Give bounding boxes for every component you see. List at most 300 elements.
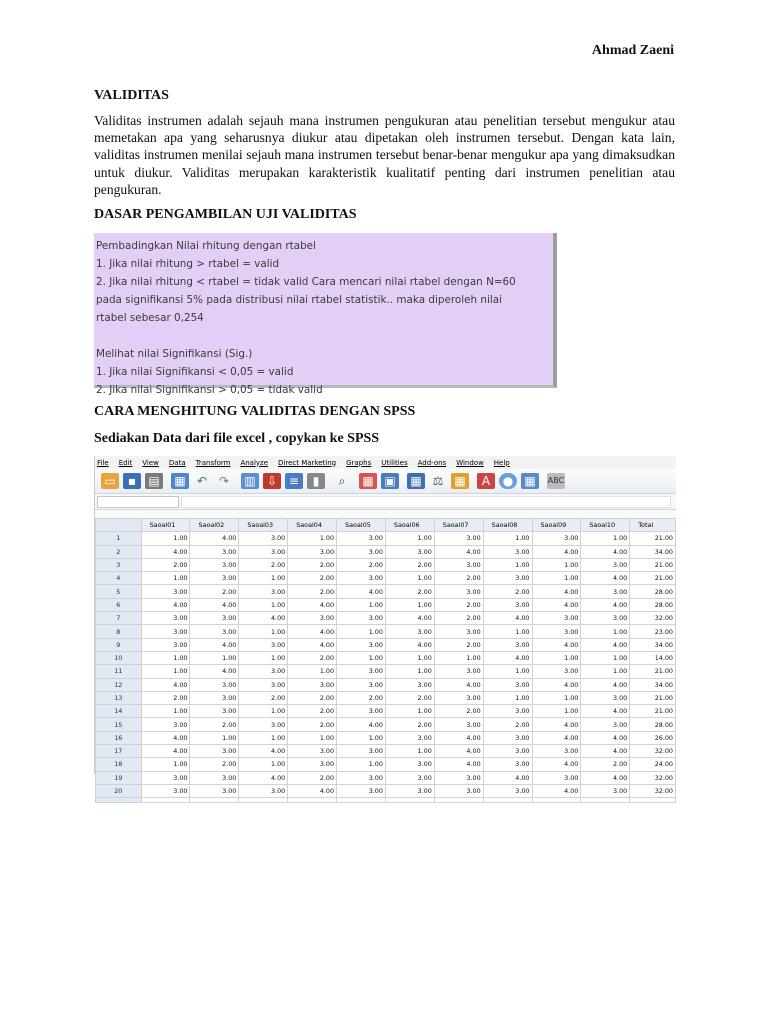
row-number[interactable]: 9 — [96, 638, 142, 651]
data-cell[interactable]: 4.00 — [532, 598, 581, 611]
find-icon[interactable]: ⌕ — [338, 474, 346, 488]
data-cell[interactable]: 3.00 — [190, 745, 239, 758]
data-cell[interactable]: 1.00 — [532, 705, 581, 718]
data-cell[interactable]: 3.00 — [288, 545, 337, 558]
goto-variable-icon[interactable]: ⇩ — [263, 473, 281, 489]
data-cell[interactable]: 2.00 — [190, 585, 239, 598]
data-cell[interactable]: 1.00 — [385, 598, 434, 611]
column-header[interactable]: Saoal07 — [434, 519, 483, 532]
data-cell[interactable]: 21.00 — [630, 532, 676, 545]
data-cell[interactable]: 3.00 — [190, 771, 239, 784]
row-number[interactable]: 2 — [96, 545, 142, 558]
data-cell[interactable]: 3.00 — [337, 771, 386, 784]
data-cell[interactable]: 3.00 — [141, 625, 190, 638]
data-cell[interactable]: 3.00 — [337, 745, 386, 758]
data-cell[interactable]: 4.00 — [190, 598, 239, 611]
data-cell[interactable]: 2.00 — [434, 598, 483, 611]
data-cell[interactable] — [190, 798, 239, 803]
data-cell[interactable]: 3.00 — [532, 532, 581, 545]
cell-value-box[interactable] — [181, 496, 671, 508]
row-number[interactable]: 5 — [96, 585, 142, 598]
data-cell[interactable]: 1.00 — [385, 665, 434, 678]
data-cell[interactable]: 3.00 — [483, 784, 532, 797]
data-cell[interactable]: 3.00 — [483, 745, 532, 758]
data-cell[interactable]: 2.00 — [288, 771, 337, 784]
data-cell[interactable]: 23.00 — [630, 625, 676, 638]
column-header[interactable]: Saoal06 — [385, 519, 434, 532]
data-cell[interactable]: 3.00 — [434, 771, 483, 784]
data-cell[interactable]: 4.00 — [532, 585, 581, 598]
data-cell[interactable]: 3.00 — [434, 585, 483, 598]
data-cell[interactable]: 2.00 — [288, 651, 337, 664]
print-icon[interactable]: ▤ — [145, 473, 163, 489]
data-cell[interactable]: 3.00 — [239, 784, 288, 797]
data-cell[interactable]: 3.00 — [532, 745, 581, 758]
author-name: Ahmad Zaeni — [591, 43, 674, 58]
data-cell[interactable]: 1.00 — [385, 572, 434, 585]
data-cell[interactable]: 3.00 — [190, 705, 239, 718]
data-cell[interactable]: 3.00 — [141, 771, 190, 784]
insert-cases-icon[interactable]: ▦ — [359, 473, 377, 489]
data-cell[interactable]: 1.00 — [385, 651, 434, 664]
data-cell[interactable]: 1.00 — [239, 651, 288, 664]
data-cell[interactable]: 4.00 — [532, 758, 581, 771]
data-cell[interactable]: 3.00 — [434, 691, 483, 704]
data-cell[interactable]: 4.00 — [141, 678, 190, 691]
data-cell[interactable]: 4.00 — [483, 651, 532, 664]
data-cell[interactable] — [337, 798, 386, 803]
run-descriptives-icon[interactable]: ▮ — [307, 473, 325, 489]
data-cell[interactable]: 34.00 — [630, 638, 676, 651]
data-cell[interactable]: 2.00 — [288, 585, 337, 598]
data-cell[interactable]: 2.00 — [190, 758, 239, 771]
data-cell[interactable]: 4.00 — [483, 771, 532, 784]
goto-case-icon[interactable]: ▥ — [241, 473, 259, 489]
data-cell[interactable]: 4.00 — [288, 784, 337, 797]
show-all-variables-icon[interactable]: ▦ — [521, 473, 539, 489]
data-cell[interactable]: 1.00 — [337, 625, 386, 638]
data-cell[interactable]: 32.00 — [630, 771, 676, 784]
data-cell[interactable]: 2.00 — [239, 558, 288, 571]
data-cell[interactable]: 4.00 — [337, 718, 386, 731]
data-cell[interactable]: 2.00 — [288, 718, 337, 731]
data-cell[interactable] — [288, 798, 337, 803]
data-cell[interactable]: 1.00 — [141, 665, 190, 678]
column-header[interactable]: Saoal02 — [190, 519, 239, 532]
data-cell[interactable]: 3.00 — [385, 545, 434, 558]
menu-graphs[interactable]: Graphs — [346, 458, 372, 467]
data-cell[interactable]: 1.00 — [532, 572, 581, 585]
data-cell[interactable]: 4.00 — [141, 731, 190, 744]
data-cell[interactable]: 1.00 — [239, 625, 288, 638]
data-cell[interactable]: 1.00 — [483, 665, 532, 678]
data-cell[interactable]: 3.00 — [483, 572, 532, 585]
insert-variable-icon[interactable]: ▣ — [381, 473, 399, 489]
data-cell[interactable]: 2.00 — [190, 718, 239, 731]
data-cell[interactable]: 24.00 — [630, 758, 676, 771]
data-cell[interactable]: 4.00 — [532, 545, 581, 558]
data-cell[interactable] — [630, 798, 676, 803]
data-cell[interactable]: 2.00 — [434, 638, 483, 651]
data-cell[interactable]: 3.00 — [385, 784, 434, 797]
data-cell[interactable] — [581, 798, 630, 803]
menu-transform[interactable]: Transform — [195, 458, 231, 467]
data-cell[interactable]: 3.00 — [190, 691, 239, 704]
data-cell[interactable]: 1.00 — [141, 705, 190, 718]
data-cell[interactable]: 4.00 — [434, 745, 483, 758]
table-row — [96, 532, 676, 545]
menu-direct-marketing[interactable]: Direct Marketing — [278, 458, 337, 467]
data-cell[interactable]: 3.00 — [532, 665, 581, 678]
data-cell[interactable]: 1.00 — [483, 625, 532, 638]
menu-add-ons[interactable]: Add-ons — [417, 458, 447, 467]
data-cell[interactable]: 1.00 — [141, 758, 190, 771]
data-cell[interactable]: 3.00 — [190, 612, 239, 625]
data-cell[interactable]: 3.00 — [434, 718, 483, 731]
data-cell[interactable]: 4.00 — [239, 745, 288, 758]
data-cell[interactable]: 4.00 — [288, 598, 337, 611]
data-cell[interactable]: 4.00 — [190, 532, 239, 545]
data-cell[interactable]: 1.00 — [532, 651, 581, 664]
menu-help[interactable]: Help — [493, 458, 510, 467]
data-cell[interactable]: 4.00 — [434, 731, 483, 744]
data-cell[interactable]: 2.00 — [288, 572, 337, 585]
data-cell[interactable]: 1.00 — [239, 598, 288, 611]
data-cell[interactable]: 3.00 — [141, 784, 190, 797]
data-cell[interactable]: 3.00 — [190, 572, 239, 585]
data-cell[interactable]: 3.00 — [434, 625, 483, 638]
data-cell[interactable]: 4.00 — [532, 784, 581, 797]
data-cell[interactable]: 2.00 — [337, 558, 386, 571]
data-cell[interactable]: 2.00 — [141, 558, 190, 571]
data-cell[interactable]: 3.00 — [239, 545, 288, 558]
data-cell[interactable]: 3.00 — [239, 665, 288, 678]
data-cell[interactable]: 2.00 — [239, 691, 288, 704]
data-cell[interactable]: 3.00 — [141, 612, 190, 625]
data-cell[interactable]: 3.00 — [337, 665, 386, 678]
data-cell[interactable]: 4.00 — [483, 612, 532, 625]
select-cases-icon[interactable]: ▦ — [451, 473, 469, 489]
data-cell[interactable]: 3.00 — [288, 678, 337, 691]
data-cell[interactable]: 3.00 — [483, 758, 532, 771]
data-cell[interactable]: 3.00 — [385, 771, 434, 784]
data-cell[interactable]: 3.00 — [239, 718, 288, 731]
row-number[interactable]: 7 — [96, 612, 142, 625]
data-cell[interactable]: 14.00 — [630, 651, 676, 664]
data-cell[interactable]: 1.00 — [532, 558, 581, 571]
column-header[interactable]: Saoal08 — [483, 519, 532, 532]
data-cell[interactable]: 1.00 — [337, 758, 386, 771]
data-cell[interactable]: 32.00 — [630, 745, 676, 758]
data-cell[interactable]: 3.00 — [385, 731, 434, 744]
data-cell[interactable]: 4.00 — [141, 745, 190, 758]
data-cell[interactable]: 3.00 — [141, 585, 190, 598]
data-cell[interactable] — [239, 798, 288, 803]
data-cell[interactable]: 34.00 — [630, 678, 676, 691]
row-number[interactable]: 3 — [96, 558, 142, 571]
menu-view[interactable]: View — [142, 458, 159, 467]
data-cell[interactable]: 3.00 — [483, 545, 532, 558]
data-cell[interactable]: 32.00 — [630, 784, 676, 797]
data-cell[interactable]: 2.00 — [434, 612, 483, 625]
data-cell[interactable]: 21.00 — [630, 705, 676, 718]
data-cell[interactable]: 1.00 — [337, 731, 386, 744]
data-cell[interactable]: 4.00 — [239, 771, 288, 784]
data-cell[interactable]: 4.00 — [141, 598, 190, 611]
column-header[interactable]: Saoal10 — [581, 519, 630, 532]
menu-data[interactable]: Data — [168, 458, 186, 467]
data-cell[interactable]: 3.00 — [532, 771, 581, 784]
row-number[interactable]: 6 — [96, 598, 142, 611]
data-cell[interactable]: 1.00 — [190, 651, 239, 664]
data-cell[interactable]: 3.00 — [288, 612, 337, 625]
data-cell[interactable]: 1.00 — [532, 691, 581, 704]
data-cell[interactable]: 2.00 — [141, 691, 190, 704]
data-cell[interactable]: 28.00 — [630, 718, 676, 731]
data-cell[interactable]: 21.00 — [630, 691, 676, 704]
data-cell[interactable]: 3.00 — [337, 532, 386, 545]
data-cell[interactable]: 21.00 — [630, 558, 676, 571]
data-cell[interactable]: 1.00 — [190, 731, 239, 744]
data-cell[interactable]: 3.00 — [239, 678, 288, 691]
row-number[interactable]: 20 — [96, 784, 142, 797]
data-cell[interactable]: 2.00 — [288, 691, 337, 704]
undo-icon[interactable]: ↶ — [196, 474, 208, 488]
data-cell[interactable]: 3.00 — [141, 638, 190, 651]
data-cell[interactable]: 1.00 — [288, 665, 337, 678]
column-header[interactable]: Total — [630, 519, 676, 532]
menu-file[interactable]: File — [97, 458, 109, 467]
data-cell[interactable]: 2.00 — [385, 585, 434, 598]
row-number[interactable]: 11 — [96, 665, 142, 678]
row-number[interactable]: 16 — [96, 731, 142, 744]
spell-check-icon[interactable]: ABC — [547, 473, 565, 489]
column-header[interactable]: Saoal05 — [337, 519, 386, 532]
data-cell[interactable]: 1.00 — [483, 558, 532, 571]
data-cell[interactable]: 1.00 — [239, 572, 288, 585]
data-cell[interactable] — [141, 798, 190, 803]
data-cell[interactable]: 4.00 — [532, 731, 581, 744]
redo-icon[interactable]: ↷ — [218, 474, 230, 488]
row-number[interactable] — [96, 798, 142, 803]
data-cell[interactable]: 32.00 — [630, 612, 676, 625]
data-cell[interactable]: 3.00 — [190, 545, 239, 558]
use-sets-icon[interactable]: ● — [499, 473, 517, 489]
data-cell[interactable] — [385, 798, 434, 803]
data-cell[interactable]: 4.00 — [141, 545, 190, 558]
data-cell[interactable]: 1.00 — [483, 691, 532, 704]
data-cell[interactable]: 4.00 — [190, 665, 239, 678]
data-cell[interactable]: 1.00 — [483, 532, 532, 545]
grid-corner[interactable] — [96, 519, 142, 532]
row-number[interactable]: 8 — [96, 625, 142, 638]
data-cell[interactable]: 2.00 — [288, 558, 337, 571]
data-cell[interactable]: 1.00 — [239, 705, 288, 718]
column-header[interactable]: Saoal03 — [239, 519, 288, 532]
data-cell[interactable]: 3.00 — [483, 638, 532, 651]
cell-name-box[interactable] — [97, 496, 179, 508]
data-cell[interactable]: 2.00 — [385, 558, 434, 571]
data-cell[interactable]: 1.00 — [581, 532, 630, 545]
data-cell[interactable]: 3.00 — [385, 625, 434, 638]
row-number[interactable]: 19 — [96, 771, 142, 784]
data-cell[interactable]: 2.00 — [434, 705, 483, 718]
data-cell[interactable]: 4.00 — [434, 758, 483, 771]
data-cell[interactable]: 1.00 — [141, 651, 190, 664]
data-cell[interactable]: 3.00 — [434, 784, 483, 797]
row-number[interactable]: 17 — [96, 745, 142, 758]
data-cell[interactable]: 4.00 — [581, 731, 630, 744]
row-number[interactable]: 10 — [96, 651, 142, 664]
data-cell[interactable]: 3.00 — [532, 612, 581, 625]
data-cell[interactable]: 1.00 — [239, 731, 288, 744]
column-header[interactable]: Saoal01 — [141, 519, 190, 532]
data-cell[interactable]: 3.00 — [581, 585, 630, 598]
data-cell[interactable]: 3.00 — [337, 678, 386, 691]
data-cell[interactable]: 3.00 — [190, 558, 239, 571]
data-cell[interactable]: 3.00 — [581, 718, 630, 731]
data-cell[interactable]: 1.00 — [141, 532, 190, 545]
data-cell[interactable]: 28.00 — [630, 598, 676, 611]
row-number[interactable]: 12 — [96, 678, 142, 691]
data-cell[interactable]: 3.00 — [483, 731, 532, 744]
data-cell[interactable]: 3.00 — [434, 532, 483, 545]
data-cell[interactable]: 4.00 — [288, 625, 337, 638]
row-number[interactable]: 4 — [96, 572, 142, 585]
data-cell[interactable]: 3.00 — [483, 598, 532, 611]
data-cell[interactable] — [532, 798, 581, 803]
data-cell[interactable]: 21.00 — [630, 665, 676, 678]
data-cell[interactable]: 4.00 — [581, 705, 630, 718]
data-cell[interactable]: 1.00 — [337, 598, 386, 611]
data-cell[interactable]: 21.00 — [630, 572, 676, 585]
open-folder-icon[interactable]: ▭ — [101, 473, 119, 489]
data-cell[interactable]: 4.00 — [581, 545, 630, 558]
split-file-icon[interactable]: ▦ — [407, 473, 425, 489]
save-icon[interactable]: ▪ — [123, 473, 141, 489]
data-cell[interactable]: 2.00 — [483, 585, 532, 598]
data-cell[interactable]: 3.00 — [190, 784, 239, 797]
data-cell[interactable]: 1.00 — [581, 665, 630, 678]
data-cell[interactable]: 1.00 — [337, 651, 386, 664]
menu-window[interactable]: Window — [456, 458, 484, 467]
data-cell[interactable]: 3.00 — [483, 678, 532, 691]
data-cell[interactable] — [483, 798, 532, 803]
menu-edit[interactable]: Edit — [118, 458, 133, 467]
variables-icon[interactable]: ≡ — [285, 473, 303, 489]
row-number[interactable]: 1 — [96, 532, 142, 545]
data-cell[interactable]: 3.00 — [239, 638, 288, 651]
data-cell[interactable]: 26.00 — [630, 731, 676, 744]
data-cell[interactable]: 2.00 — [581, 758, 630, 771]
dialog-recall-icon[interactable]: ▦ — [171, 473, 189, 489]
data-cell[interactable]: 4.00 — [581, 678, 630, 691]
data-cell[interactable]: 4.00 — [434, 545, 483, 558]
data-cell[interactable]: 2.00 — [434, 572, 483, 585]
data-cell[interactable]: 3.00 — [337, 545, 386, 558]
data-cell[interactable]: 1.00 — [434, 651, 483, 664]
row-number[interactable]: 13 — [96, 691, 142, 704]
data-cell[interactable]: 1.00 — [581, 651, 630, 664]
data-cell[interactable]: 3.00 — [288, 745, 337, 758]
data-cell[interactable]: 2.00 — [337, 691, 386, 704]
data-cell[interactable]: 4.00 — [190, 638, 239, 651]
data-cell[interactable]: 4.00 — [581, 572, 630, 585]
data-cell[interactable]: 2.00 — [385, 691, 434, 704]
data-cell[interactable]: 3.00 — [337, 784, 386, 797]
data-cell[interactable]: 3.00 — [434, 558, 483, 571]
data-cell[interactable] — [434, 798, 483, 803]
data-cell[interactable]: 3.00 — [581, 784, 630, 797]
data-cell[interactable]: 2.00 — [483, 718, 532, 731]
data-cell[interactable]: 2.00 — [385, 718, 434, 731]
data-cell[interactable]: 3.00 — [337, 572, 386, 585]
data-cell[interactable]: 1.00 — [288, 532, 337, 545]
data-cell[interactable]: 3.00 — [337, 612, 386, 625]
data-cell[interactable]: 4.00 — [385, 612, 434, 625]
data-cell[interactable]: 4.00 — [434, 678, 483, 691]
data-cell[interactable]: 1.00 — [385, 745, 434, 758]
data-cell[interactable]: 3.00 — [239, 585, 288, 598]
column-header[interactable]: Saoal09 — [532, 519, 581, 532]
data-cell[interactable]: 3.00 — [141, 718, 190, 731]
data-cell[interactable]: 4.00 — [385, 638, 434, 651]
data-cell[interactable]: 28.00 — [630, 585, 676, 598]
value-labels-icon[interactable]: A — [477, 473, 495, 489]
data-cell[interactable]: 3.00 — [337, 638, 386, 651]
data-cell[interactable]: 2.00 — [288, 705, 337, 718]
data-cell[interactable]: 4.00 — [581, 745, 630, 758]
data-cell[interactable]: 3.00 — [483, 705, 532, 718]
data-cell[interactable]: 4.00 — [532, 718, 581, 731]
data-cell[interactable]: 3.00 — [581, 558, 630, 571]
data-cell[interactable]: 4.00 — [581, 771, 630, 784]
data-cell[interactable]: 3.00 — [532, 625, 581, 638]
data-cell[interactable]: 34.00 — [630, 545, 676, 558]
weight-cases-icon[interactable]: ⚖ — [432, 474, 444, 488]
data-cell[interactable]: 3.00 — [385, 758, 434, 771]
data-cell[interactable]: 1.00 — [288, 731, 337, 744]
menu-utilities[interactable]: Utilities — [381, 458, 408, 467]
data-cell[interactable]: 1.00 — [385, 705, 434, 718]
data-cell[interactable]: 3.00 — [385, 678, 434, 691]
data-cell[interactable]: 4.00 — [239, 612, 288, 625]
data-cell[interactable]: 3.00 — [190, 678, 239, 691]
data-cell[interactable]: 4.00 — [581, 638, 630, 651]
data-cell[interactable]: 3.00 — [581, 691, 630, 704]
data-cell[interactable]: 3.00 — [288, 758, 337, 771]
row-number[interactable]: 15 — [96, 718, 142, 731]
data-cell[interactable]: 3.00 — [581, 612, 630, 625]
column-header[interactable]: Saoal04 — [288, 519, 337, 532]
data-cell[interactable]: 1.00 — [385, 532, 434, 545]
data-cell[interactable]: 1.00 — [581, 625, 630, 638]
data-cell[interactable]: 4.00 — [337, 585, 386, 598]
data-cell[interactable]: 3.00 — [239, 532, 288, 545]
data-cell[interactable]: 4.00 — [532, 678, 581, 691]
data-cell[interactable]: 3.00 — [190, 625, 239, 638]
data-cell[interactable]: 4.00 — [581, 598, 630, 611]
data-cell[interactable]: 1.00 — [239, 758, 288, 771]
data-cell[interactable]: 1.00 — [141, 572, 190, 585]
row-number[interactable]: 18 — [96, 758, 142, 771]
data-cell[interactable]: 3.00 — [337, 705, 386, 718]
data-cell[interactable]: 3.00 — [434, 665, 483, 678]
data-cell[interactable]: 4.00 — [288, 638, 337, 651]
data-cell[interactable]: 4.00 — [532, 638, 581, 651]
menu-analyze[interactable]: Analyze — [240, 458, 269, 467]
row-number[interactable]: 14 — [96, 705, 142, 718]
